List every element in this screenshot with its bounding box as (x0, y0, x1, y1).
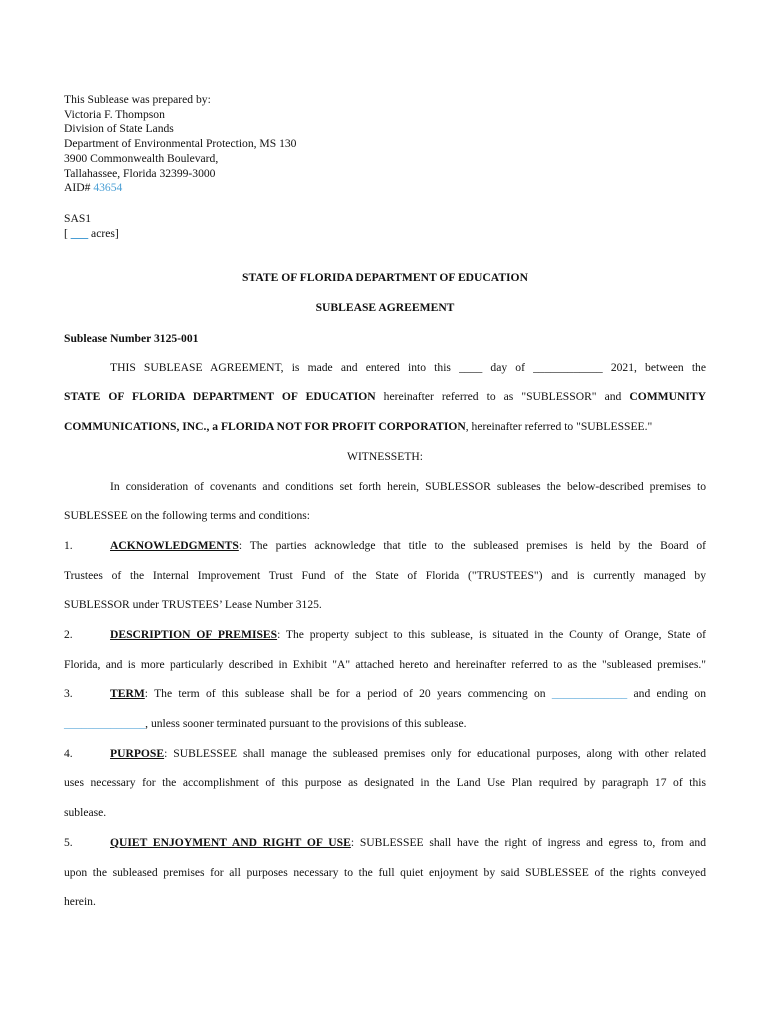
acres-blank[interactable]: ___ (70, 227, 89, 240)
section-1-number: 1. (64, 539, 73, 552)
section-4-line-2: uses necessary for the accomplishment of this purpose as designated in the Land Use Plan required by paragraph 17 of this (64, 776, 706, 789)
consideration-line-1: In consideration of covenants and conditions set forth herein, SUBLESSOR subleases the below-described premises to (110, 480, 706, 493)
preparer-street: 3900 Commonwealth Boulevard, (64, 151, 219, 165)
party-sublessor: STATE OF FLORIDA DEPARTMENT OF EDUCATION (64, 390, 376, 403)
preparer-heading: This Sublease was prepared by: (64, 93, 211, 106)
section-1-line-3: SUBLESSOR under TRUSTEES’ Lease Number 3125. (64, 598, 322, 611)
acres-line (64, 226, 119, 241)
section-2-text-1: : The property subject to this sublease, is situated in the County of Orange, State of (277, 628, 706, 641)
section-5-heading: QUIET ENJOYMENT AND RIGHT OF USE (110, 836, 351, 849)
section-4-heading: PURPOSE (110, 747, 165, 760)
acres-close: acres] (88, 227, 119, 240)
section-2-number: 2. (64, 628, 73, 641)
consideration-line-2: SUBLESSEE on the following terms and conditions: (64, 509, 311, 522)
section-3-text-1b: and ending on (627, 687, 706, 700)
section-5-line-3: herein. (64, 895, 96, 908)
section-4-number: 4. (64, 747, 73, 760)
sublease-number: Sublease Number 3125-001 (64, 332, 199, 345)
section-1-heading: ACKNOWLEDGMENTS (110, 539, 239, 552)
section-2-line-2: Florida, and is more particularly described in Exhibit "A" attached hereto and hereinafter referred to as the "subleased premises." (64, 658, 706, 671)
section-5-text-1: : SUBLESSEE shall have the right of ingress and egress to, from and (350, 836, 706, 849)
agreement-title: SUBLEASE AGREEMENT (315, 301, 455, 314)
preparer-name: Victoria F. Thompson (64, 107, 165, 121)
section-3-text-2: , unless sooner terminated pursuant to the provisions of this sublease. (145, 717, 467, 730)
party-sublessee-b: COMMUNICATIONS, INC., a FLORIDA NOT FOR PROFIT CORPORATION (64, 420, 466, 433)
section-5-line-1 (64, 836, 706, 849)
section-3-number: 3. (64, 687, 73, 700)
agency-title: STATE OF FLORIDA DEPARTMENT OF EDUCATION (242, 271, 528, 284)
section-4-line-3: sublease. (64, 806, 107, 819)
sas-block (64, 211, 119, 241)
section-3-line-1 (64, 687, 706, 700)
section-5-number: 5. (64, 836, 73, 849)
commencing-date-blank[interactable]: _____________ (551, 687, 628, 700)
witnesseth-heading: WITNESSETH: (347, 450, 423, 463)
preparer-city: Tallahassee, Florida 32399-3000 (64, 166, 216, 180)
section-2-line-1 (64, 628, 706, 641)
aid-label: AID# (64, 181, 94, 195)
section-3-line-2 (64, 717, 706, 730)
aid-value-link[interactable]: 43654 (93, 181, 123, 195)
preparer-division: Division of State Lands (64, 122, 174, 136)
ending-date-blank[interactable]: ______________ (64, 717, 146, 730)
aid-line (64, 181, 296, 196)
section-3-text-1a: : The term of this sublease shall be for a period of 20 years commencing on (144, 687, 552, 700)
section-3-heading: TERM (110, 687, 145, 700)
sas-code: SAS1 (64, 212, 92, 225)
section-2-heading: DESCRIPTION OF PREMISES (110, 628, 278, 641)
preparer-block (64, 93, 296, 196)
preparer-department: Department of Environmental Protection, MS 130 (64, 137, 297, 151)
section-1-text-1: : The parties acknowledge that title to the subleased premises is held by the Board of (238, 539, 706, 552)
intro-line-2 (64, 390, 706, 403)
section-4-text-1: : SUBLESSEE shall manage the subleased premises only for educational purposes, along with other related (164, 747, 706, 760)
section-5-line-2: upon the subleased premises for all purposes necessary to the full quiet enjoyment by said SUBLESSEE of the rights conveyed (64, 866, 706, 879)
party-sublessee-a: COMMUNITY (629, 390, 706, 403)
acres-open: [ (64, 227, 71, 240)
intro-line-1: THIS SUBLEASE AGREEMENT, is made and entered into this ____ day of ____________ 2021, between the (110, 361, 706, 374)
section-1-line-1 (64, 539, 706, 552)
section-4-line-1 (64, 747, 706, 760)
intro-line-3-end: , hereinafter referred to "SUBLESSEE." (465, 420, 653, 433)
intro-line-2-mid: hereinafter referred to as "SUBLESSOR" and (375, 390, 630, 403)
intro-line-3 (64, 420, 706, 433)
section-1-line-2: Trustees of the Internal Improvement Trust Fund of the State of Florida ("TRUSTEES") and is currently managed by (64, 569, 706, 582)
